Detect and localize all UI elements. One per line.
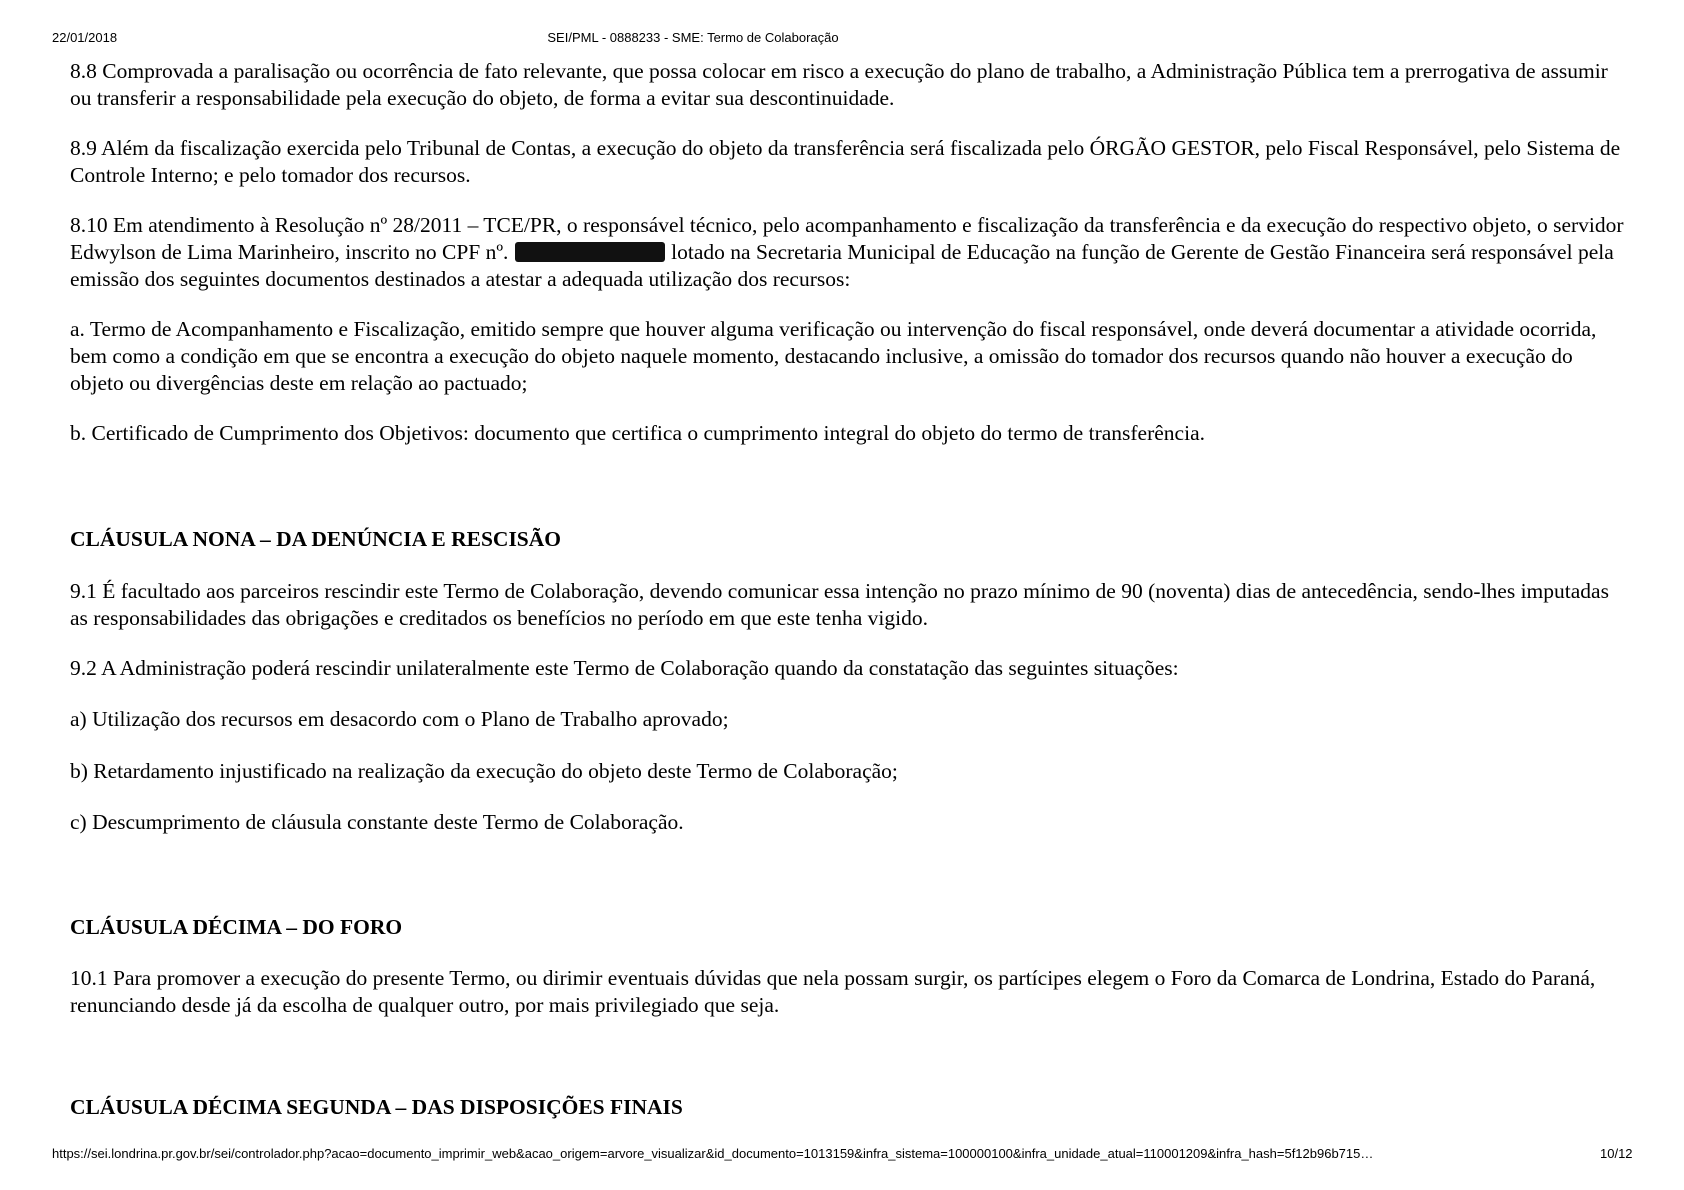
heading-clausula-decima: CLÁUSULA DÉCIMA – DO FORO [70, 915, 403, 939]
heading-clausula-decima-segunda: CLÁUSULA DÉCIMA SEGUNDA – DAS DISPOSIÇÕES FINAIS [70, 1095, 683, 1119]
paragraph-item-b: b. Certificado de Cumprimento dos Objetivos: documento que certifica o cumprimento integral do objeto do termo de transferência. [70, 421, 1205, 445]
document-title: SEI/PML - 0888233 - SME: Termo de Colaboração [547, 30, 839, 45]
paragraph-9-2-c: c) Descumprimento de cláusula constante deste Termo de Colaboração. [70, 810, 684, 834]
page-number: 10/12 [1600, 1146, 1633, 1161]
print-date: 22/01/2018 [52, 30, 118, 45]
paragraph-9-2-b: b) Retardamento injustificado na realização da execução do objeto deste Termo de Colaboração; [70, 759, 898, 783]
paragraph-8-10-part1: 8.10 Em atendimento à Resolução nº 28/2011 – TCE/PR, o responsável técnico, pelo acompanhamento e fiscalização da transferência e da execução do respectivo objeto, o servidor Edwylson de Lima Marinheiro, inscrito no CPF nº. [70, 213, 1624, 264]
paragraph-10-1: 10.1 Para promover a execução do presente Termo, ou dirimir eventuais dúvidas que nela possam surgir, os partícipes elegem o Foro da Comarca de Londrina, Estado do Paraná, renunciando desde já da escolha de qualquer outro, por mais privilegiado que seja. [70, 966, 1596, 1017]
redacted-cpf [515, 242, 665, 262]
paragraph-8-8: 8.8 Comprovada a paralisação ou ocorrência de fato relevante, que possa colocar em risco a execução do plano de trabalho, a Administração Pública tem a prerrogativa de assumir ou transferir a responsabilidade pela execução do objeto, de forma a evitar sua descontinuidade. [70, 59, 1608, 110]
print-header [0, 30, 1684, 48]
heading-clausula-nona: CLÁUSULA NONA – DA DENÚNCIA E RESCISÃO [70, 527, 562, 551]
paragraph-9-1: 9.1 É facultado aos parceiros rescindir este Termo de Colaboração, devendo comunicar essa intenção no prazo mínimo de 90 (noventa) dias de antecedência, sendo-lhes imputadas as responsabilidades das obrigações e creditados os benefícios no período em que este tenha vigido. [70, 579, 1609, 630]
paragraph-9-2-a: a) Utilização dos recursos em desacordo com o Plano de Trabalho aprovado; [70, 707, 729, 731]
paragraph-item-a: a. Termo de Acompanhamento e Fiscalização, emitido sempre que houver alguma verificação ou intervenção do fiscal responsável, onde deverá documentar a atividade ocorrida, bem como a condição em que se encontra a execução do objeto naquele momento, destacando inclusive, a omissão do tomador dos recursos quando não houver a execução do objeto ou divergências deste em relação ao pactuado; [70, 317, 1597, 395]
document-url: https://sei.londrina.pr.gov.br/sei/controlador.php?acao=documento_imprimir_web&acao_origem=arvore_visualizar&id_documento=1013159&infra_sistema=100000100&infra_unidade_atual=110001209&infra_hash=5f12b96b715… [52, 1146, 1374, 1161]
paragraph-8-9: 8.9 Além da fiscalização exercida pelo Tribunal de Contas, a execução do objeto da transferência será fiscalizada pelo ÓRGÃO GESTOR, pelo Fiscal Responsável, pelo Sistema de Controle Interno; e pelo tomador dos recursos. [70, 136, 1621, 187]
paragraph-8-10-part2: lotado na Secretaria Municipal de Educação na função de Gerente de Gestão Financeira será responsável pela emissão dos seguintes documentos destinados a atestar a adequada utilização dos recursos: [70, 240, 1614, 291]
paragraph-9-2: 9.2 A Administração poderá rescindir unilateralmente este Termo de Colaboração quando da constatação das seguintes situações: [70, 656, 1179, 680]
paragraph-8-10 [70, 212, 1630, 293]
